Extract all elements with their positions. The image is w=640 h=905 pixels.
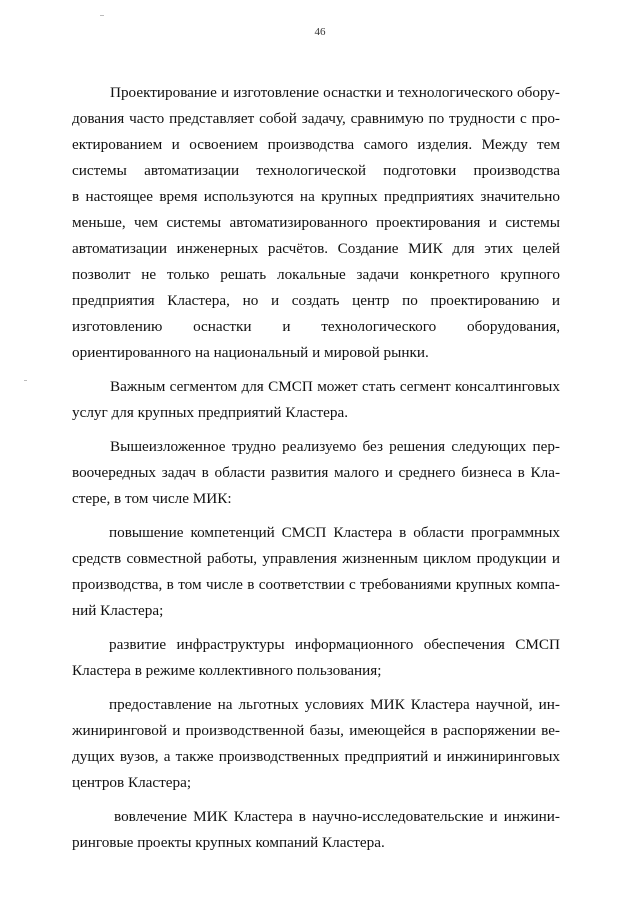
text-line: меньше, чем системы автоматизированного проектирования и системы xyxy=(72,214,560,231)
text-line: предприятия Кластера, но и создать центр по проектированию и xyxy=(72,292,560,309)
text-line: стере, в том числе МИК: xyxy=(72,490,232,507)
text-line: ний Кластера; xyxy=(72,602,164,619)
text-line: изготовлению оснастки и технологического оборудования, xyxy=(72,318,560,335)
text-line: Важным сегментом для СМСП может стать сегмент консалтинговых xyxy=(110,378,560,395)
text-line: Кластера в режиме коллективного пользования; xyxy=(72,662,382,679)
paragraph-tooling-design xyxy=(72,80,560,366)
text-line: жиниринговой и производственной базы, имеющейся в распоряжении ве- xyxy=(72,722,560,739)
text-line: предоставление на льготных условиях МИК Кластера научной, ин- xyxy=(109,696,560,713)
text-line: центров Кластера; xyxy=(72,774,192,791)
text-line: дущих вузов, а также производственных предприятий и инжиниринговых xyxy=(72,748,560,765)
text-line: в настоящее время используются на крупных предприятиях значительно xyxy=(72,188,560,205)
text-line: дования часто представляет собой задачу, сравнимую по трудности с про- xyxy=(72,110,560,127)
list-item-preferential-access xyxy=(72,692,560,796)
paragraph-consulting-segment xyxy=(72,374,560,426)
page-number: 46 xyxy=(314,26,326,38)
text-line: системы автоматизации технологической подготовки производства xyxy=(72,162,560,179)
text-line: ектированием и освоением производства самого изделия. Между тем xyxy=(72,136,560,153)
text-line: вовлечение МИК Кластера в научно-исследовательские и инжини- xyxy=(114,808,560,825)
text-line: повышение компетенций СМСП Кластера в области программных xyxy=(109,524,560,541)
list-item-involvement xyxy=(72,804,560,856)
text-line: средств совместной работы, управления жизненным циклом продукции и xyxy=(72,550,560,567)
text-line: производства, в том числе в соответствии с требованиями крупных компа- xyxy=(72,576,560,593)
text-line: позволит не только решать локальные задачи конкретного крупного xyxy=(72,266,560,283)
scan-margin-mark xyxy=(24,380,27,381)
document-body xyxy=(72,80,560,856)
text-line: Проектирование и изготовление оснастки и технологического обору- xyxy=(110,84,560,101)
text-line: ориентированного на национальный и мировой рынки. xyxy=(72,344,429,361)
text-line: Вышеизложенное трудно реализуемо без решения следующих пер- xyxy=(110,438,560,455)
text-line: воочередных задач в области развития малого и среднего бизнеса в Кла- xyxy=(72,464,560,481)
list-item-competence xyxy=(72,520,560,624)
text-line: ринговые проекты крупных компаний Кластера. xyxy=(72,834,385,851)
text-line: автоматизации инженерных расчётов. Создание МИК для этих целей xyxy=(72,240,560,257)
list-item-infrastructure xyxy=(72,632,560,684)
paragraph-priority-tasks xyxy=(72,434,560,512)
scan-margin-mark xyxy=(100,15,104,16)
text-line: услуг для крупных предприятий Кластера. xyxy=(72,404,349,421)
text-line: развитие инфраструктуры информационного обеспечения СМСП xyxy=(109,636,560,653)
